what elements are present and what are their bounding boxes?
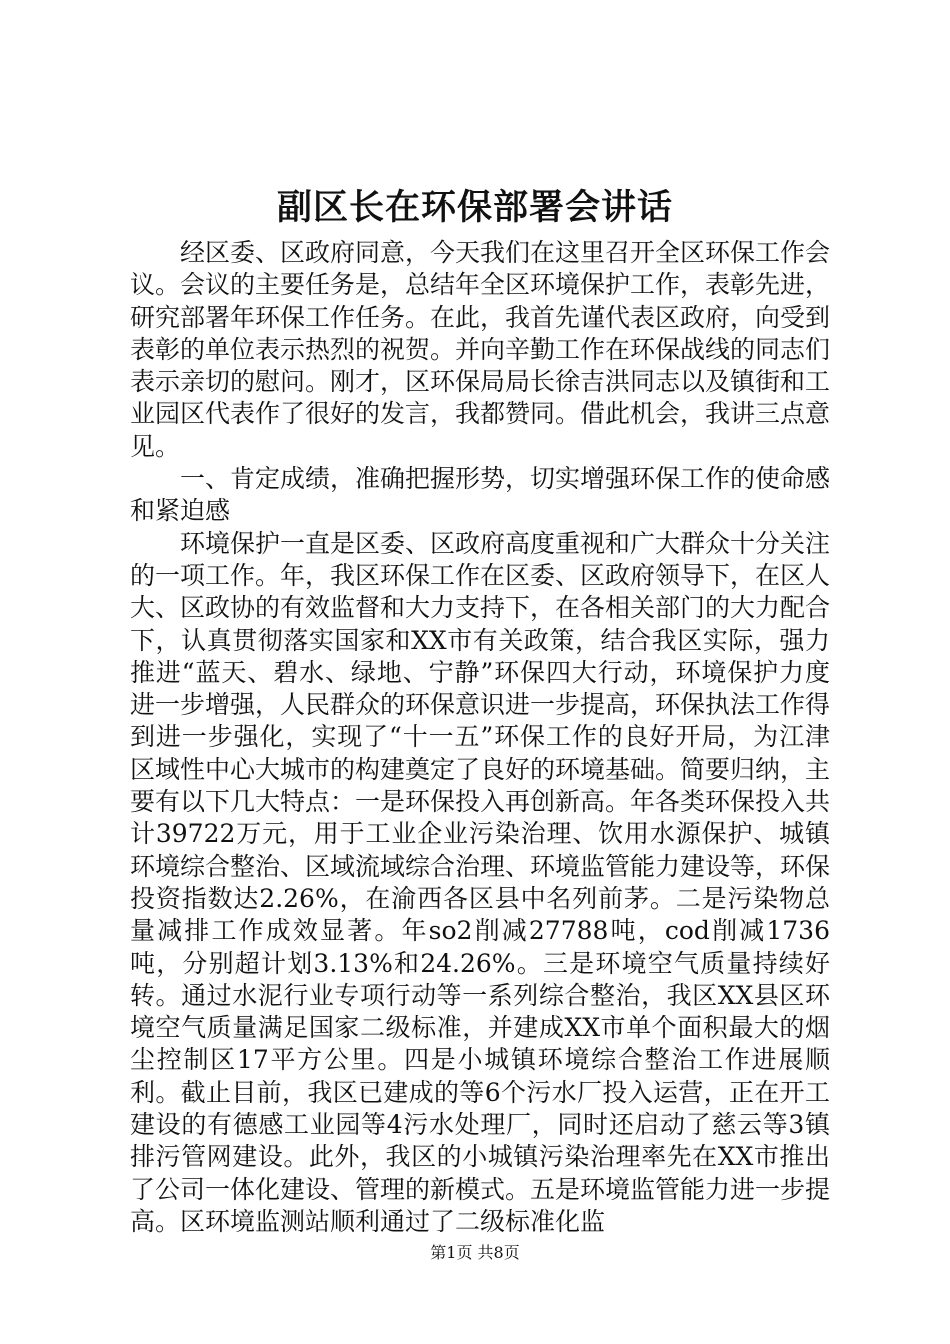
document-title: 副区长在环保部署会讲话 — [276, 187, 673, 228]
paragraph-achievements: 环境保护一直是区委、区政府高度重视和广大群众十分关注的一项工作。年，我区环保工作在区委、区政府领导下，在区人大、区政协的有效监督和大力支持下，在各相关部门的大力配合下，认真贯彻落实国家和XX市有关政策，结合我区实际，强力推进“蓝天、碧水、绿地、宁静”环保四大行动，环境保护力度进一步增强，人民群众的环保意识进一步提高，环保执法工作得到进一步强化，实现了“十一五”环保工作的良好开局，为江津区域性中心大城市的构建奠定了良好的环境基础。简要归纳，主要有以下几大特点：一是环保投入再创新高。年各类环保投入共计39722万元，用于工业企业污染治理、饮用水源保护、城镇环境综合整治、区域流域综合治理、环境监管能力建设等，环保投资指数达2.26%，在渝西各区县中名列前茅。二是污染物总量减排工作成效显著。年so2削减27788吨，cod削减1736吨，分别超计划3.13%和24.26%。三是环境空气质量持续好转。通过水泥行业专项行动等一系列综合整治，我区XX县区环境空气质量满足国家二级标准，并建成XX市单个面积最大的烟尘控制区17平方公里。四是小城镇环境综合整治工作进展顺利。截止目前，我区已建成的等6个污水厂投入运营，正在开工建设的有德感工业园等4污水处理厂，同时还启动了慈云等3镇排污管网建设。此外，我区的小城镇污染治理率先在XX市推出了公司一体化建设、管理的新模式。五是环境监管能力进一步提高。区环境监测站顺利通过了二级标准化监 — [130, 528, 831, 1236]
page-footer: 第1页 共8页 — [430, 1243, 520, 1262]
document-body — [130, 237, 830, 1238]
section-heading-1: 一、肯定成绩，准确把握形势，切实增强环保工作的使命感和紧迫感 — [130, 464, 831, 526]
paragraph-intro: 经区委、区政府同意，今天我们在这里召开全区环保工作会议。会议的主要任务是，总结年全区环境保护工作，表彰先进，研究部署年环保工作任务。在此，我首先谨代表区政府，向受到表彰的单位表示热烈的祝贺。并向辛勤工作在环保战线的同志们表示亲切的慰问。刚才，区环保局局长徐吉洪同志以及镇街和工业园区代表作了很好的发言，我都赞同。借此机会，我讲三点意见。 — [130, 238, 831, 461]
